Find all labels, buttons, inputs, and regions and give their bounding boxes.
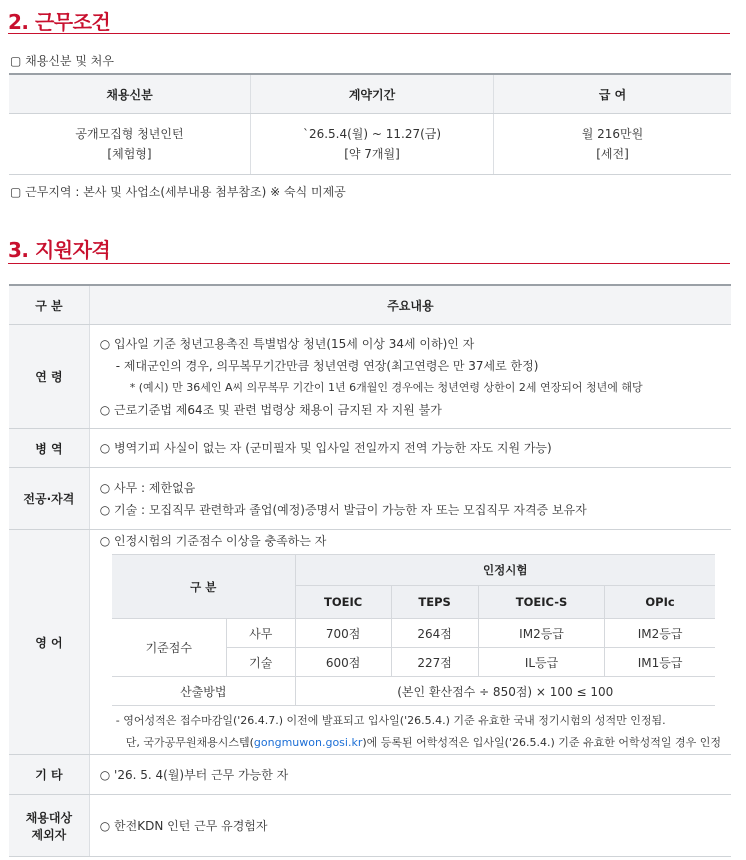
contract-period-cell: `26.5.4(월) ~ 11.27(금) [약 7개월]: [251, 114, 494, 175]
header-salary: 급 여: [494, 74, 732, 114]
location-note: ▢ 근무지역 : 본사 및 사업소(세부내용 첨부참조) ※ 숙식 미제공: [10, 185, 346, 199]
section3-title: 3. 지원자격: [8, 238, 111, 262]
english-note-2: 단, 국가공무원채용시스템(gongmuwon.gosi.kr)에 등록된 어학성적은 입사일('26.5.4.) 기준 유효한 어학성적일 경우 인정: [125, 736, 721, 749]
age-content: ○ 입사일 기준 청년고용촉진 특별법상 청년(15세 이상 34세 이하)인 자 - 제대군인의 경우, 의무복무기간만큼 청년연령 연장(최고연령은 만 37세로 한정) * (예시) 만 36세인 A씨 의무복무 기간이 1년 6개월인 경우에는 청년연령 상한이 2세 연장되어 청년에 해당 ○ 근로기준법 제64조 및 관련 법령상 채용이 금지된 자 지원 불가: [89, 325, 731, 429]
row-english: [9, 530, 731, 755]
row-age: [9, 325, 731, 429]
excluded-line: ○ 한전KDN 인턴 근무 유경험자: [99, 818, 268, 833]
inner-header-tests: 인정시험: [295, 555, 715, 586]
row-label-age: 연 령: [9, 325, 89, 429]
inner-header-category: 구 분: [112, 555, 296, 619]
english-note-1: - 영어성적은 접수마감일('26.4.7.) 이전에 발표되고 입사일('26.5.4.) 기준 유효한 국내 정기시험의 성적만 인정됨.: [115, 714, 666, 727]
test-toeic: TOEIC: [295, 586, 391, 619]
test-teps: TEPS: [391, 586, 478, 619]
salary-cell: 월 216만원 [세전]: [494, 114, 732, 175]
header-employment-type: 채용신분: [9, 74, 251, 114]
track-office: 사무: [226, 619, 295, 648]
row-label-excluded: 채용대상 제외자: [9, 795, 89, 857]
header-category: 구 분: [9, 285, 89, 325]
english-score-table: [112, 554, 715, 706]
employment-note: ▢ 채용신분 및 처우: [10, 54, 114, 68]
row-military: [9, 429, 731, 468]
section3-divider: [8, 263, 730, 264]
table-row: [9, 114, 731, 175]
table-row: 기술 600점 227점 IL등급 IM1등급: [112, 648, 715, 677]
qualification-table: [9, 284, 731, 857]
row-label-etc: 기 타: [9, 755, 89, 795]
military-line: ○ 병역기피 사실이 없는 자 (군미필자 및 입사일 전일까지 전역 가능한 자도 지원 가능): [99, 441, 552, 455]
header-content: 주요내용: [89, 285, 731, 325]
row-label-english: 영 어: [9, 530, 89, 755]
method-value: (본인 환산점수 ÷ 850점) × 100 ≤ 100: [295, 677, 715, 706]
method-label: 산출방법: [112, 677, 296, 706]
header-contract-period: 계약기간: [251, 74, 494, 114]
row-label-major: 전공·자격: [9, 468, 89, 530]
employment-type-cell: 공개모집형 청년인턴 [체험형]: [9, 114, 251, 175]
row-excluded: [9, 795, 731, 857]
major-content: ○ 사무 : 제한없음 ○ 기술 : 모집직무 관련학과 졸업(예정)증명서 발급이 가능한 자 또는 모집직무 자격증 보유자: [89, 468, 731, 530]
english-intro: ○ 인정시험의 기준점수 이상을 충족하는 자: [99, 534, 327, 548]
test-toeic-s: TOEIC-S: [478, 586, 605, 619]
table-row: 기준점수 사무 700점 264점 IM2등급 IM2등급: [112, 619, 715, 648]
test-opic: OPIc: [605, 586, 715, 619]
score-group-label: 기준점수: [112, 619, 227, 677]
row-etc: [9, 755, 731, 795]
english-content: [89, 530, 731, 755]
etc-line: ○ '26. 5. 4(월)부터 근무 가능한 자: [99, 767, 289, 782]
gosi-link[interactable]: gongmuwon.gosi.kr: [253, 736, 363, 749]
track-technical: 기술: [226, 648, 295, 677]
employment-table: [9, 73, 731, 175]
row-label-military: 병 역: [9, 429, 89, 468]
section2-title: 2. 근무조건: [8, 10, 111, 34]
table-row: [112, 677, 715, 706]
section2-divider: [8, 33, 730, 34]
row-major: [9, 468, 731, 530]
